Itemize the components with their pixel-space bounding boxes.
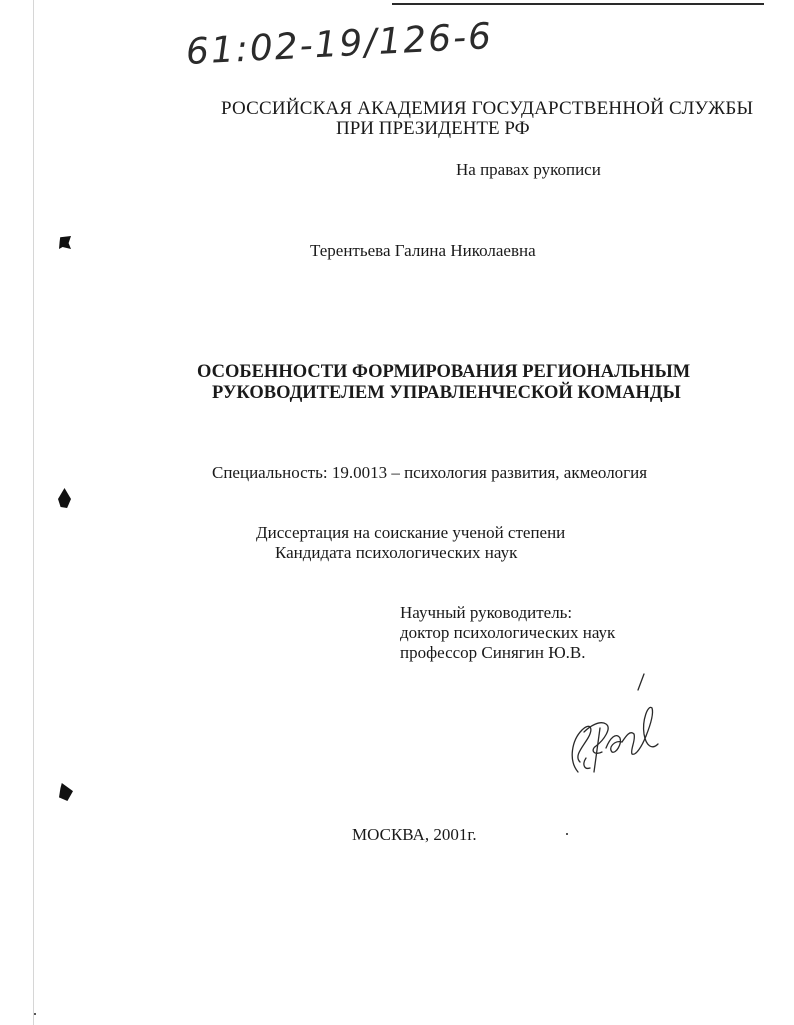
- binding-hole-mark: [59, 236, 71, 249]
- supervisor-degree: доктор психологических наук: [400, 623, 616, 642]
- scan-speck: [566, 833, 568, 835]
- supervisor-label: Научный руководитель:: [400, 603, 573, 622]
- archive-number-handwritten: 61:02-19/126-6: [184, 15, 494, 73]
- signature-handwritten: [560, 668, 670, 780]
- scan-left-edge: [33, 0, 34, 1025]
- organization-name: РОССИЙСКАЯ АКАДЕМИЯ ГОСУДАРСТВЕННОЙ СЛУЖБЫ: [221, 98, 754, 119]
- author-name: Терентьева Галина Николаевна: [310, 241, 536, 260]
- scan-speck: [34, 1013, 36, 1015]
- scan-top-line: [392, 3, 764, 5]
- binding-hole-mark: [58, 488, 71, 508]
- organization-subtitle: ПРИ ПРЕЗИДЕНТЕ РФ: [336, 118, 530, 139]
- binding-hole-mark: [59, 783, 73, 801]
- degree-statement-line: Кандидата психологических наук: [275, 543, 518, 562]
- supervisor-name: профессор Синягин Ю.В.: [400, 643, 586, 662]
- degree-statement-line: Диссертация на соискание ученой степени: [256, 523, 566, 542]
- dissertation-title-line: ОСОБЕННОСТИ ФОРМИРОВАНИЯ РЕГИОНАЛЬНЫМ: [197, 362, 691, 382]
- manuscript-rights-note: На правах рукописи: [456, 160, 601, 179]
- specialty-line: Специальность: 19.0013 – психология развития, акмеология: [212, 463, 648, 482]
- city-and-year: МОСКВА, 2001г.: [352, 825, 477, 844]
- dissertation-title-line: РУКОВОДИТЕЛЕМ УПРАВЛЕНЧЕСКОЙ КОМАНДЫ: [212, 383, 681, 403]
